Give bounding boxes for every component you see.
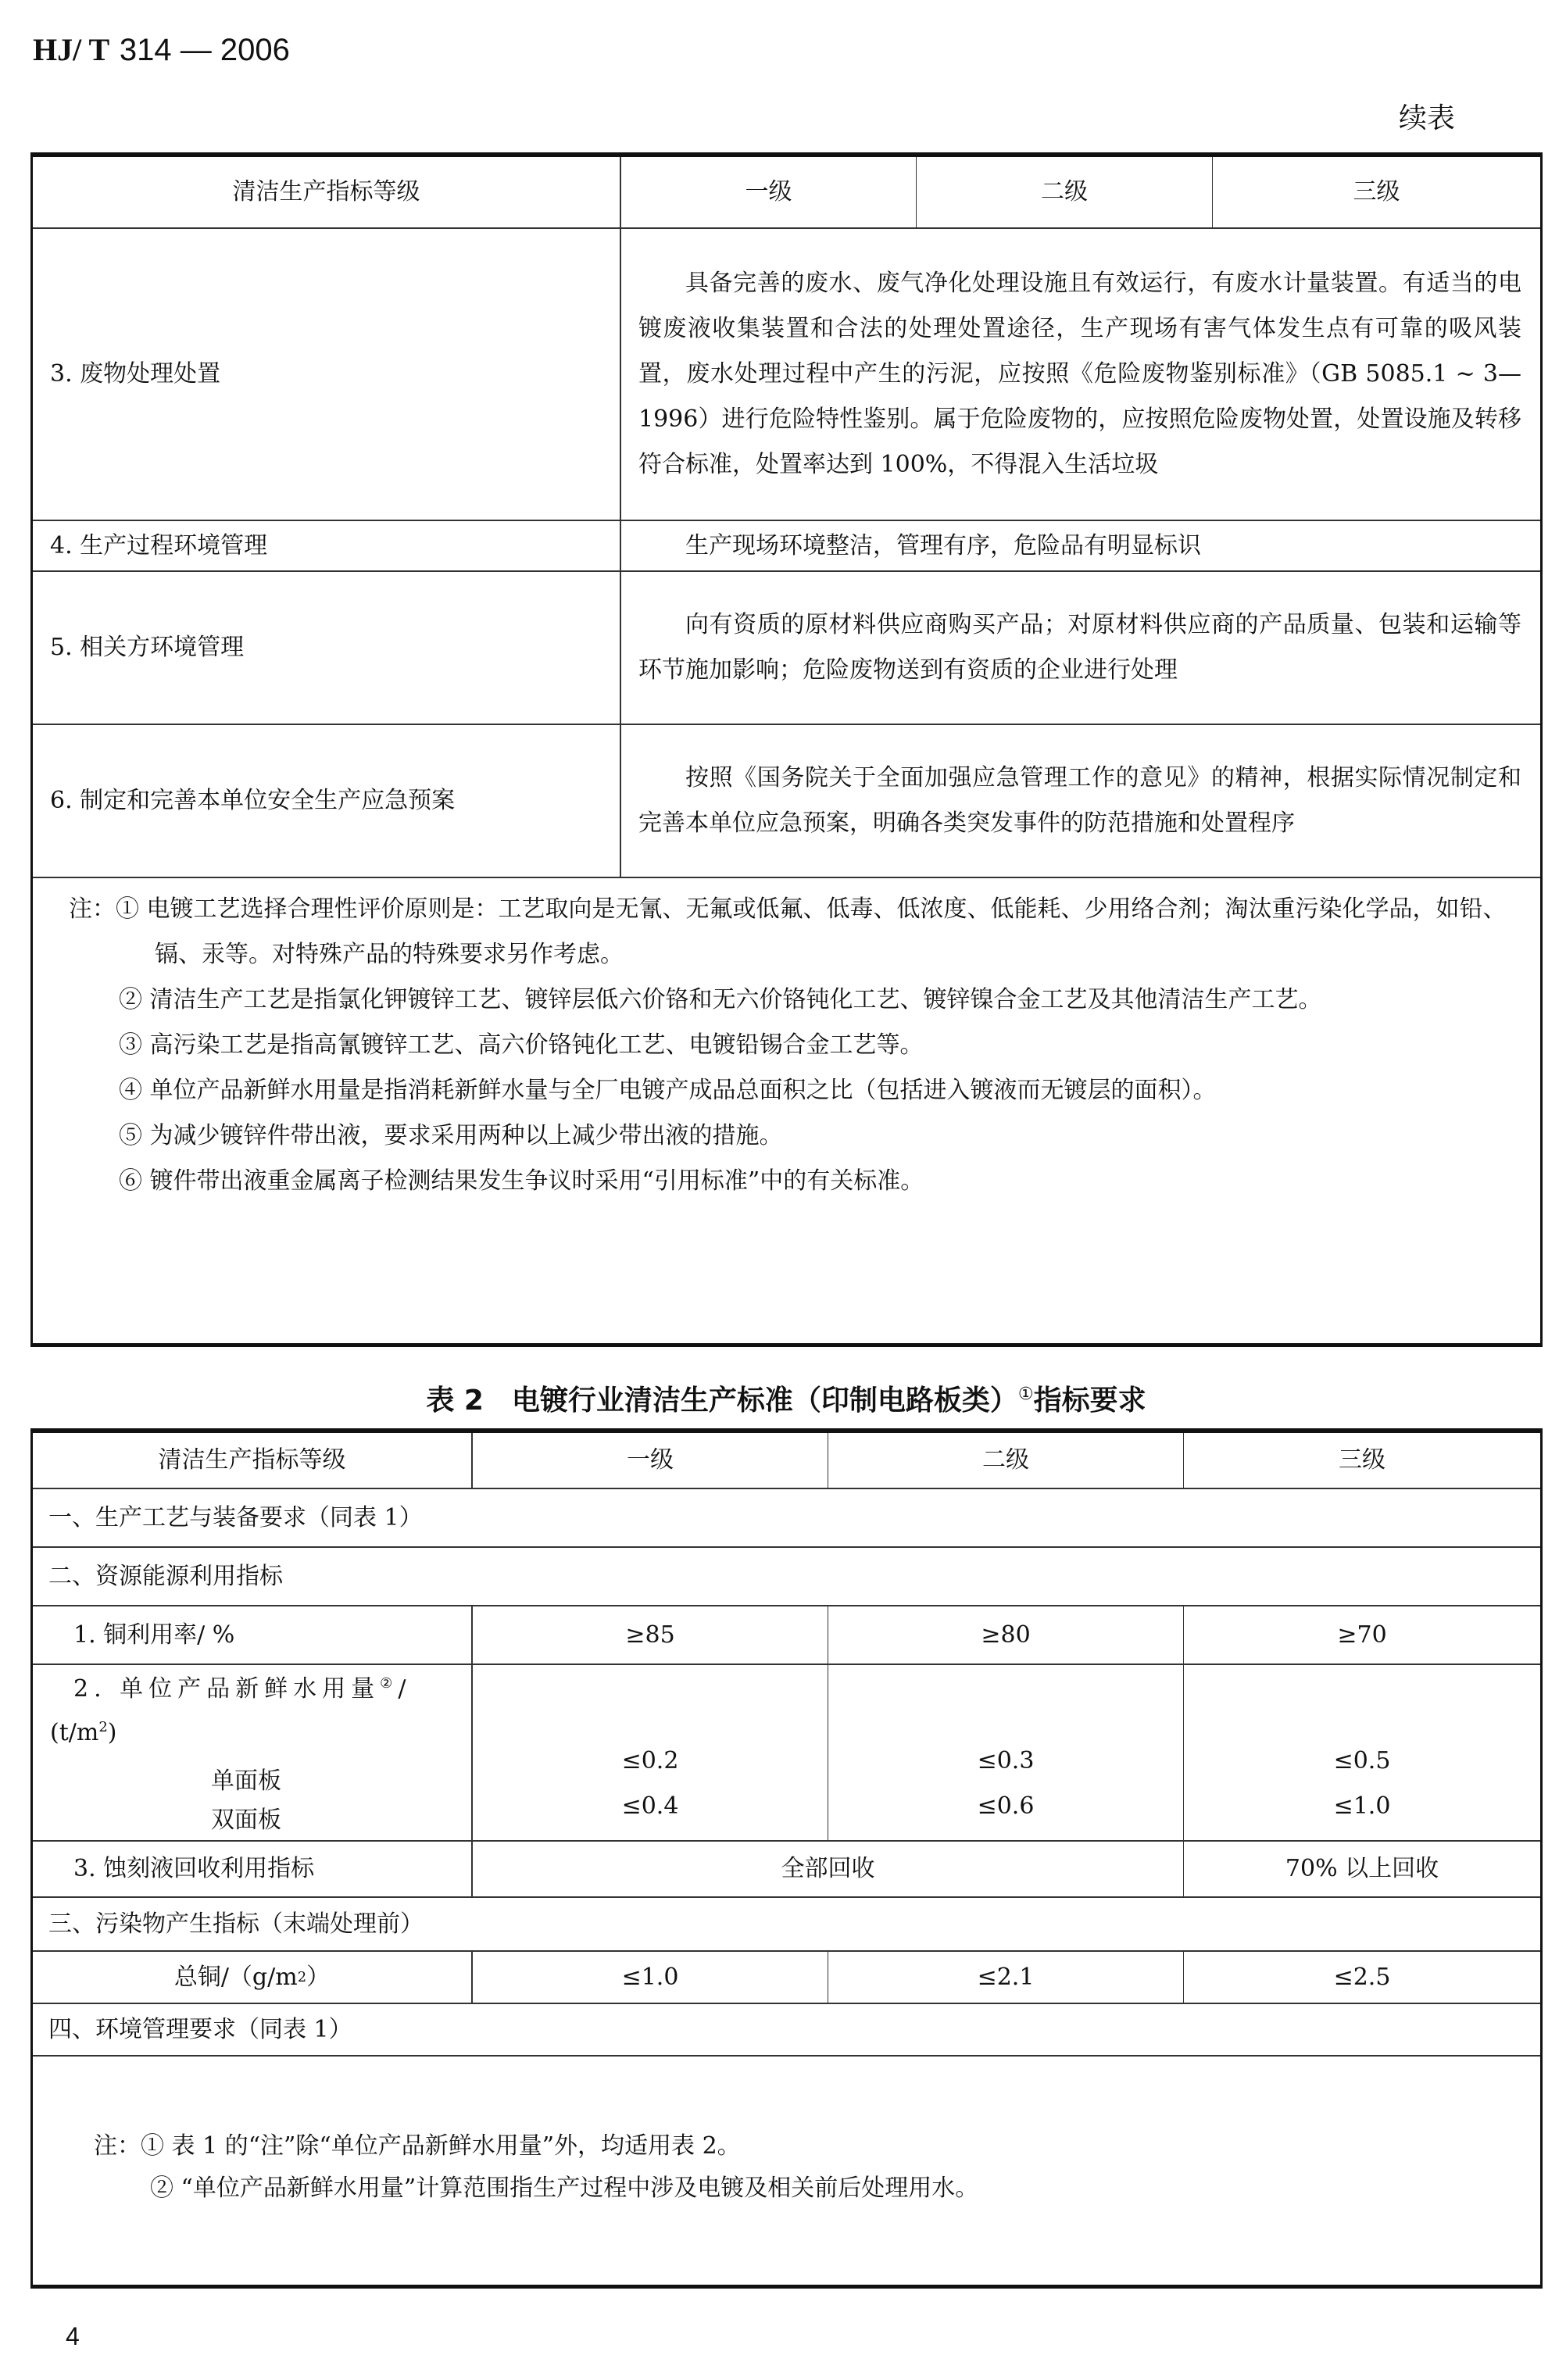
copper-utilization-label: 1. 铜利用率/ % (33, 1606, 473, 1665)
table2-section-pollutants: 三、污染物产生指标（末端处理前） (33, 1898, 1540, 1952)
notes-prefix: 注： (94, 2132, 141, 2160)
notes-prefix: 注： (69, 895, 116, 923)
table2-header-indicator: 清洁生产指标等级 (33, 1433, 473, 1489)
etchant-recovery-label: 3. 蚀刻液回收利用指标 (33, 1842, 473, 1898)
total-copper-level3: ≤2.5 (1184, 1952, 1540, 2004)
fresh-water-level3: ≤0.5 ≤1.0 (1184, 1665, 1540, 1842)
standard-code (33, 31, 290, 69)
table2-title: 表 2 电镀行业清洁生产标准（印制电路板类）①指标要求 (426, 1385, 1146, 1417)
table1-row-label: 3. 废物处理处置 (33, 229, 621, 521)
total-copper-label: 总铜/（g/m 2 ） (33, 1952, 473, 2004)
table2-section-env-management: 四、环境管理要求（同表 1） (33, 2004, 1540, 2057)
table1-row-content (621, 572, 1540, 725)
standard-code-number: 314 — 2006 (119, 33, 290, 67)
table1-header-level2: 二级 (917, 157, 1213, 229)
table1-row-label: 6. 制定和完善本单位安全生产应急预案 (33, 725, 621, 878)
table1-row-content (621, 229, 1540, 521)
standard-code-prefix: HJ/ T (33, 32, 110, 67)
table1-note: ⑥ 镀件带出液重金属离子检测结果发生争议时采用“引用标准”中的有关标准。 (119, 1167, 924, 1195)
etchant-recovery-level3: 70% 以上回收 (1184, 1842, 1540, 1898)
etchant-recovery-level1-2: 全部回收 (473, 1842, 1184, 1898)
fresh-water-label: 2. 单位产品新鲜水用量②/ $(t/m^2)$ 单面板 双面板 (33, 1665, 473, 1842)
table2-header-level3: 三级 (1184, 1433, 1540, 1489)
related-party-management-text: 向有资质的原材料供应商购买产品；对原材料供应商的产品质量、包装和运输等环节施加影响；危险废物送到有资质的企业进行处理 (638, 611, 1521, 684)
table1-row-content (621, 521, 1540, 572)
table2-note: 注：① 表 1 的“注”除“单位产品新鲜水用量”外，均适用表 2。 (94, 2132, 741, 2160)
copper-utilization-level3: ≥70 (1184, 1606, 1540, 1665)
emergency-plan-text: 按照《国务院关于全面加强应急管理工作的意见》的精神，根据实际情况制定和完善本单位应急预案，明确各类突发事件的防范措施和处置程序 (638, 764, 1521, 837)
table1-note: ④ 单位产品新鲜水用量是指消耗新鲜水量与全厂电镀产成品总面积之比（包括进入镀液而无镀层的面积）。 (119, 1077, 1217, 1104)
table2-section-resources: 二、资源能源利用指标 (33, 1548, 1540, 1606)
table2-notes (33, 2125, 1540, 2210)
table1-header-level1: 一级 (621, 157, 917, 229)
table1-note: 注：① 电镀工艺选择合理性评价原则是：工艺取向是无氰、无氟或低氟、低毒、低浓度、低能耗、少用络合剂；淘汰重污染化学品，如铅、镉、汞等。对特殊产品的特殊要求另作考虑。 (69, 895, 1507, 968)
table1-note: ② 清洁生产工艺是指氯化钾镀锌工艺、镀锌层低六价铬和无六价铬钝化工艺、镀锌镍合金工艺及其他清洁生产工艺。 (119, 986, 1322, 1013)
table1-note: ③ 高污染工艺是指高氰镀锌工艺、高六价铬钝化工艺、电镀铅锡合金工艺等。 (119, 1031, 924, 1059)
table1-row-label: 5. 相关方环境管理 (33, 572, 621, 725)
total-copper-level1: ≤1.0 (473, 1952, 828, 2004)
table1-header-indicator: 清洁生产指标等级 (33, 157, 621, 229)
fresh-water-level1: ≤0.2 ≤0.4 (473, 1665, 828, 1842)
continued-table-label: 续表 (1399, 102, 1456, 134)
table2-note: ② “单位产品新鲜水用量”计算范围指生产过程中涉及电镀及相关前后处理用水。 (150, 2175, 979, 2202)
table1-row-content (621, 725, 1540, 878)
fresh-water-level2: ≤0.3 ≤0.6 (828, 1665, 1184, 1842)
page-number: 4 (66, 2322, 80, 2350)
copper-utilization-level1: ≥85 (473, 1606, 828, 1665)
total-copper-level2: ≤2.1 (828, 1952, 1184, 2004)
waste-disposal-text: 具备完善的废水、废气净化处理设施且有效运行，有废水计量装置。有适当的电镀废液收集装置和合法的处理处置途径，生产现场有害气体发生点有可靠的吸风装置，废水处理过程中产生的污泥，应按照《危险废物鉴别标准》（GB 5085.1 ~ 3—1996）进行危险特性鉴别。属于危险废物的，应按照危险废物处置，处置设施及转移符合标准，处置率达到 100%，不得混入生活垃圾 (638, 270, 1521, 478)
table1-note: ⑤ 为减少镀锌件带出液，要求采用两种以上减少带出液的措施。 (119, 1122, 783, 1149)
table1-notes (33, 887, 1540, 1204)
table1-header-level3: 三级 (1213, 157, 1540, 229)
double-sided-board-label: 双面板 (211, 1806, 281, 1834)
process-env-management-text: 生产现场环境整洁，管理有序，危险品有明显标识 (685, 531, 1201, 559)
single-sided-board-label: 单面板 (211, 1767, 281, 1795)
table2-header-level2: 二级 (828, 1433, 1184, 1489)
table1-row-label: 4. 生产过程环境管理 (33, 521, 621, 572)
copper-utilization-level2: ≥80 (828, 1606, 1184, 1665)
table2-header-level1: 一级 (473, 1433, 828, 1489)
table2-section-process: 一、生产工艺与装备要求（同表 1） (33, 1489, 1540, 1548)
